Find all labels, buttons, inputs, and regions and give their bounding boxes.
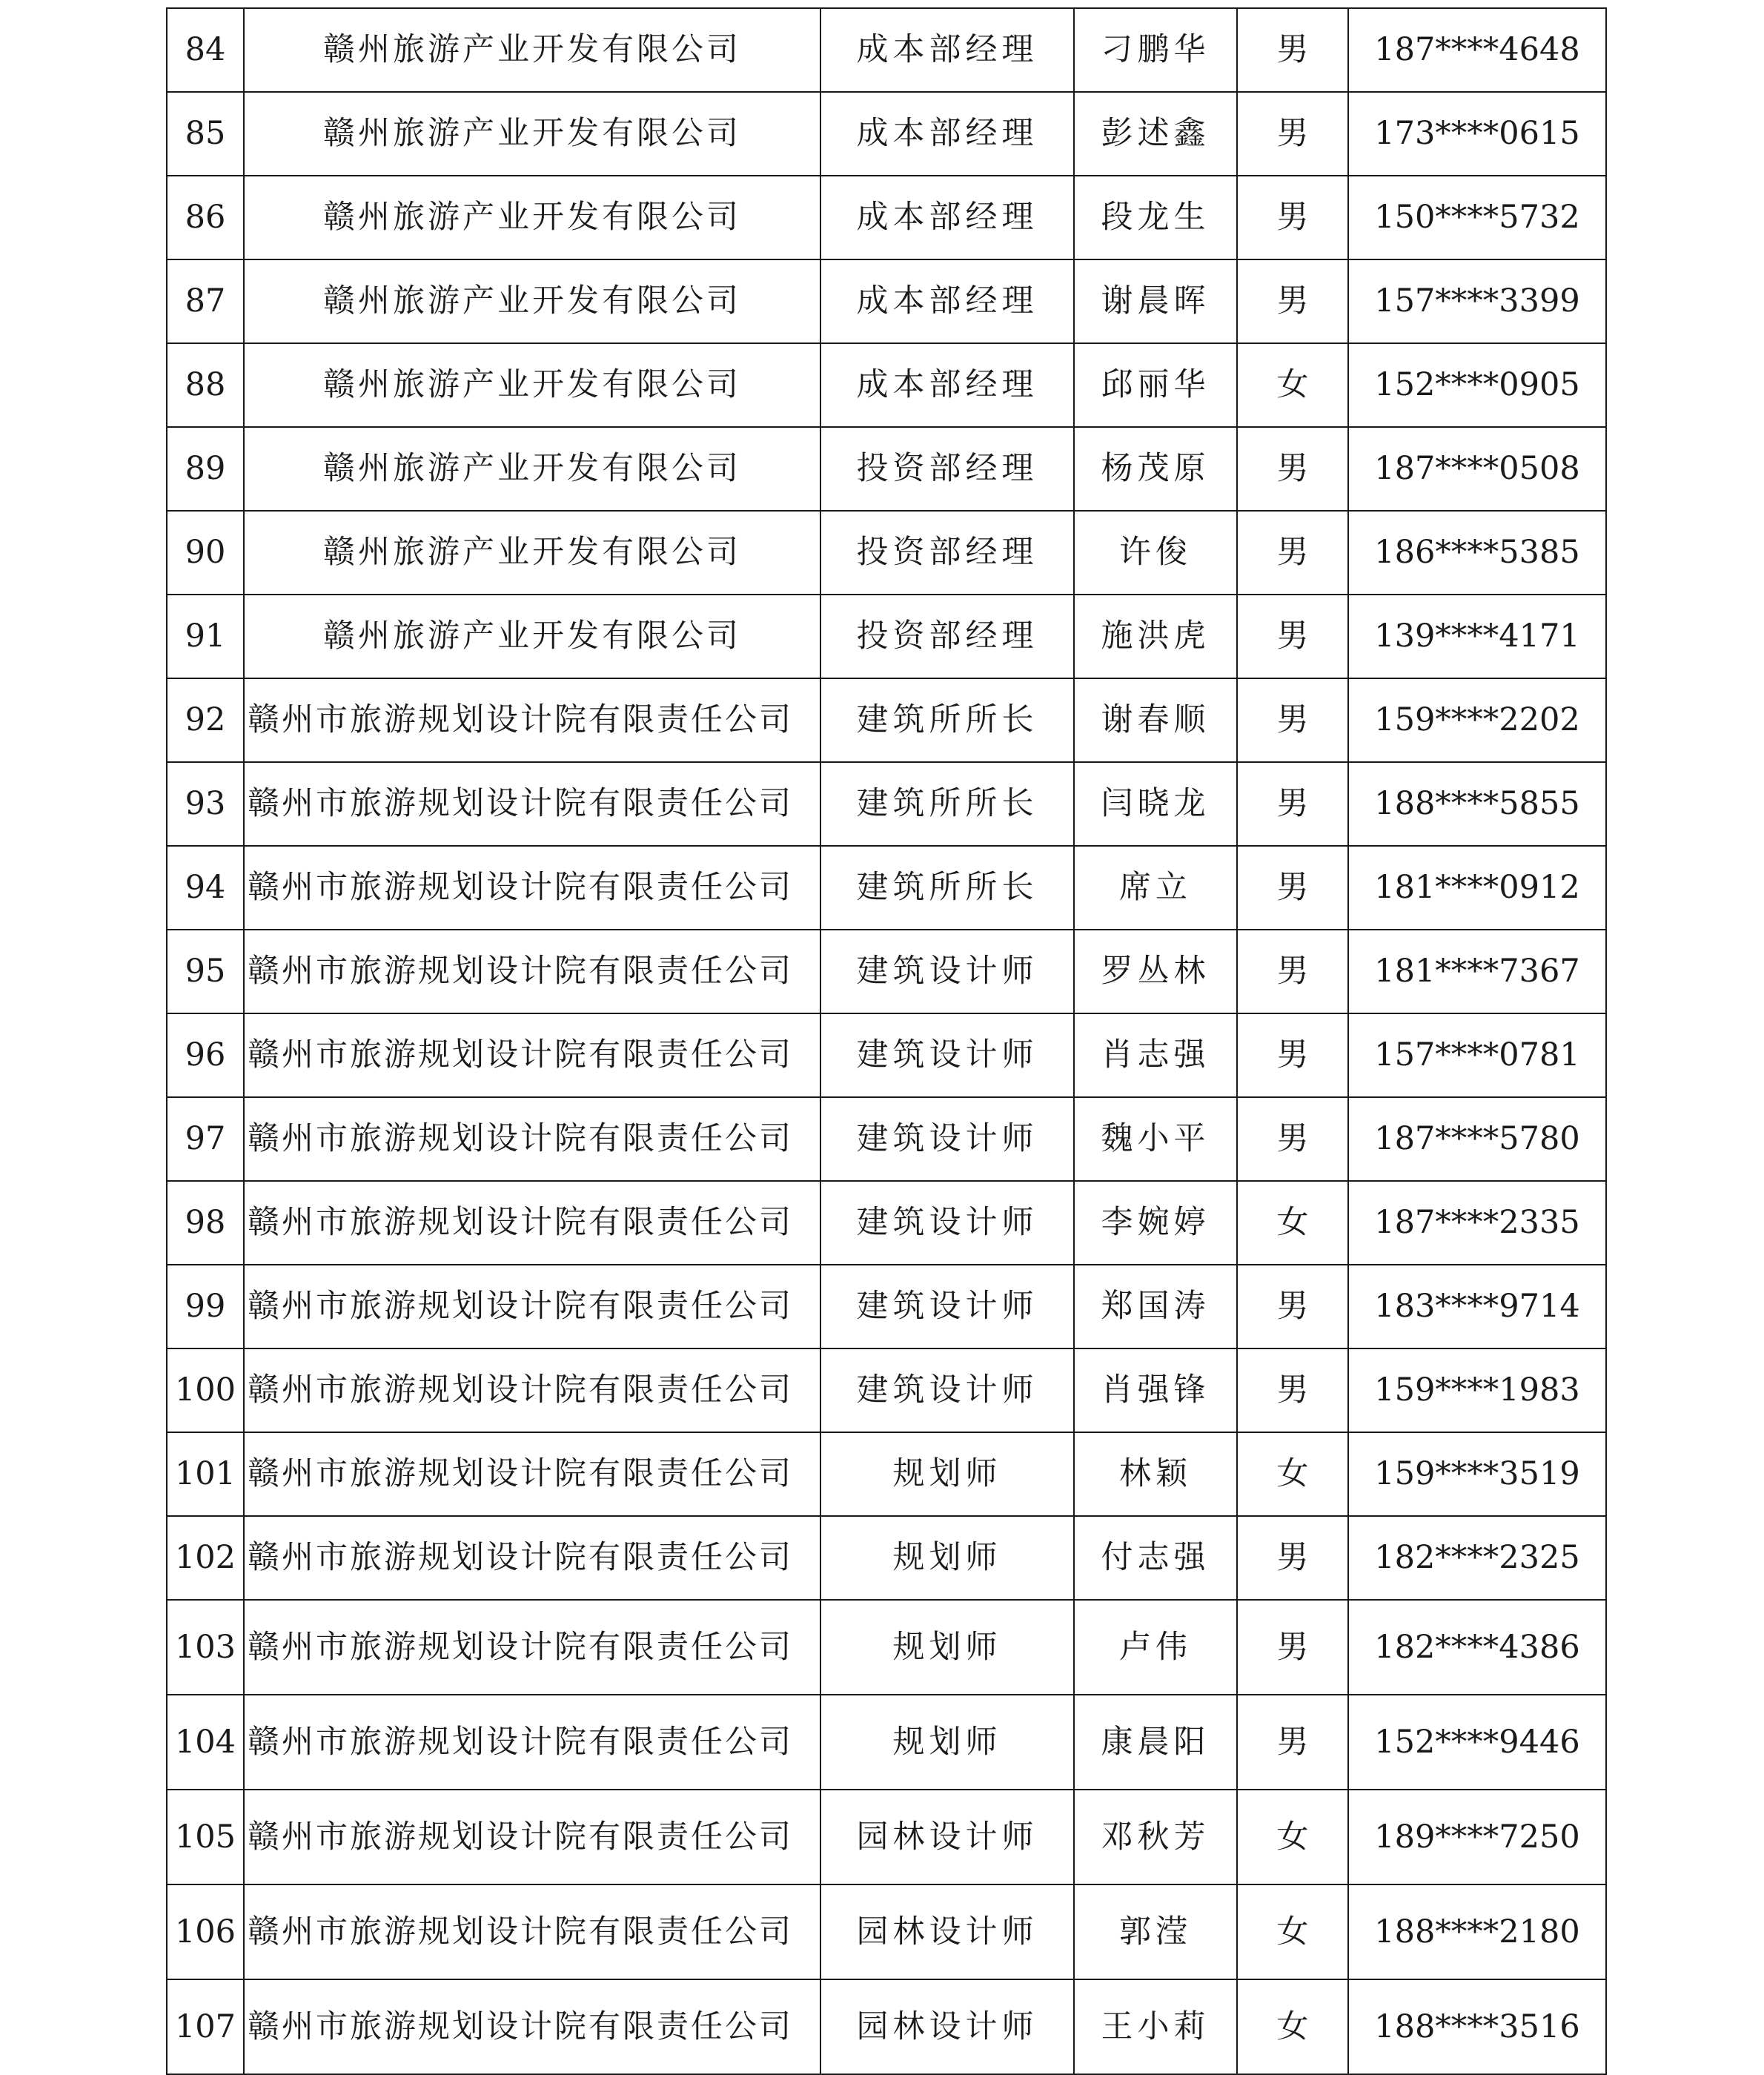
person-name-cell: 王小莉 bbox=[1074, 1979, 1237, 2074]
row-number-cell: 84 bbox=[167, 8, 244, 92]
person-name-cell: 林颖 bbox=[1074, 1432, 1237, 1516]
table-row bbox=[167, 1013, 1606, 1097]
person-name-cell: 肖志强 bbox=[1074, 1013, 1237, 1097]
roster-table-body bbox=[167, 8, 1606, 2074]
job-title-cell: 建筑设计师 bbox=[820, 1013, 1074, 1097]
row-number-cell: 98 bbox=[167, 1181, 244, 1265]
person-name-cell: 段龙生 bbox=[1074, 176, 1237, 259]
table-row bbox=[167, 1097, 1606, 1181]
row-number-cell: 107 bbox=[167, 1979, 244, 2074]
person-name-cell: 杨茂原 bbox=[1074, 427, 1237, 511]
company-name-cell: 赣州市旅游规划设计院有限责任公司 bbox=[244, 1600, 820, 1695]
row-number-cell: 101 bbox=[167, 1432, 244, 1516]
job-title-cell: 园林设计师 bbox=[820, 1884, 1074, 1979]
job-title-cell: 成本部经理 bbox=[820, 343, 1074, 427]
person-name-cell: 李婉婷 bbox=[1074, 1181, 1237, 1265]
gender-cell: 男 bbox=[1237, 846, 1348, 930]
row-number-cell: 103 bbox=[167, 1600, 244, 1695]
company-name-cell: 赣州市旅游规划设计院有限责任公司 bbox=[244, 762, 820, 846]
phone-number-cell: 189****7250 bbox=[1348, 1790, 1606, 1884]
job-title-cell: 园林设计师 bbox=[820, 1979, 1074, 2074]
job-title-cell: 建筑设计师 bbox=[820, 930, 1074, 1013]
job-title-cell: 规划师 bbox=[820, 1432, 1074, 1516]
gender-cell: 男 bbox=[1237, 762, 1348, 846]
row-number-cell: 87 bbox=[167, 259, 244, 343]
table-row bbox=[167, 1884, 1606, 1979]
person-name-cell: 闫晓龙 bbox=[1074, 762, 1237, 846]
gender-cell: 男 bbox=[1237, 595, 1348, 678]
roster-page bbox=[166, 7, 1605, 2075]
phone-number-cell: 150****5732 bbox=[1348, 176, 1606, 259]
company-name-cell: 赣州市旅游规划设计院有限责任公司 bbox=[244, 1348, 820, 1432]
table-row bbox=[167, 1265, 1606, 1348]
gender-cell: 女 bbox=[1237, 1181, 1348, 1265]
person-name-cell: 付志强 bbox=[1074, 1516, 1237, 1600]
company-name-cell: 赣州市旅游规划设计院有限责任公司 bbox=[244, 1181, 820, 1265]
job-title-cell: 投资部经理 bbox=[820, 595, 1074, 678]
gender-cell: 男 bbox=[1237, 1695, 1348, 1790]
job-title-cell: 建筑所所长 bbox=[820, 678, 1074, 762]
company-name-cell: 赣州旅游产业开发有限公司 bbox=[244, 8, 820, 92]
table-row bbox=[167, 595, 1606, 678]
row-number-cell: 106 bbox=[167, 1884, 244, 1979]
company-name-cell: 赣州旅游产业开发有限公司 bbox=[244, 92, 820, 176]
table-row bbox=[167, 343, 1606, 427]
company-name-cell: 赣州市旅游规划设计院有限责任公司 bbox=[244, 678, 820, 762]
job-title-cell: 建筑设计师 bbox=[820, 1265, 1074, 1348]
gender-cell: 男 bbox=[1237, 1600, 1348, 1695]
job-title-cell: 规划师 bbox=[820, 1600, 1074, 1695]
gender-cell: 女 bbox=[1237, 1979, 1348, 2074]
gender-cell: 女 bbox=[1237, 1790, 1348, 1884]
person-name-cell: 郭滢 bbox=[1074, 1884, 1237, 1979]
job-title-cell: 建筑所所长 bbox=[820, 762, 1074, 846]
company-name-cell: 赣州旅游产业开发有限公司 bbox=[244, 427, 820, 511]
company-name-cell: 赣州市旅游规划设计院有限责任公司 bbox=[244, 930, 820, 1013]
company-name-cell: 赣州旅游产业开发有限公司 bbox=[244, 511, 820, 595]
phone-number-cell: 182****2325 bbox=[1348, 1516, 1606, 1600]
job-title-cell: 成本部经理 bbox=[820, 8, 1074, 92]
person-name-cell: 郑国涛 bbox=[1074, 1265, 1237, 1348]
phone-number-cell: 139****4171 bbox=[1348, 595, 1606, 678]
gender-cell: 女 bbox=[1237, 1884, 1348, 1979]
gender-cell: 男 bbox=[1237, 1097, 1348, 1181]
phone-number-cell: 157****0781 bbox=[1348, 1013, 1606, 1097]
row-number-cell: 86 bbox=[167, 176, 244, 259]
gender-cell: 女 bbox=[1237, 343, 1348, 427]
phone-number-cell: 187****5780 bbox=[1348, 1097, 1606, 1181]
table-row bbox=[167, 1695, 1606, 1790]
table-row bbox=[167, 846, 1606, 930]
person-name-cell: 邱丽华 bbox=[1074, 343, 1237, 427]
table-row bbox=[167, 176, 1606, 259]
row-number-cell: 95 bbox=[167, 930, 244, 1013]
person-name-cell: 谢晨晖 bbox=[1074, 259, 1237, 343]
company-name-cell: 赣州市旅游规划设计院有限责任公司 bbox=[244, 1432, 820, 1516]
phone-number-cell: 188****5855 bbox=[1348, 762, 1606, 846]
table-row bbox=[167, 92, 1606, 176]
company-name-cell: 赣州市旅游规划设计院有限责任公司 bbox=[244, 1516, 820, 1600]
row-number-cell: 85 bbox=[167, 92, 244, 176]
company-name-cell: 赣州旅游产业开发有限公司 bbox=[244, 595, 820, 678]
phone-number-cell: 186****5385 bbox=[1348, 511, 1606, 595]
company-name-cell: 赣州市旅游规划设计院有限责任公司 bbox=[244, 1097, 820, 1181]
person-name-cell: 肖强锋 bbox=[1074, 1348, 1237, 1432]
company-name-cell: 赣州市旅游规划设计院有限责任公司 bbox=[244, 1790, 820, 1884]
phone-number-cell: 183****9714 bbox=[1348, 1265, 1606, 1348]
table-row bbox=[167, 1600, 1606, 1695]
table-row bbox=[167, 1432, 1606, 1516]
row-number-cell: 100 bbox=[167, 1348, 244, 1432]
phone-number-cell: 187****4648 bbox=[1348, 8, 1606, 92]
company-name-cell: 赣州市旅游规划设计院有限责任公司 bbox=[244, 1013, 820, 1097]
job-title-cell: 成本部经理 bbox=[820, 92, 1074, 176]
person-name-cell: 刁鹏华 bbox=[1074, 8, 1237, 92]
phone-number-cell: 159****1983 bbox=[1348, 1348, 1606, 1432]
table-row bbox=[167, 1790, 1606, 1884]
row-number-cell: 96 bbox=[167, 1013, 244, 1097]
gender-cell: 男 bbox=[1237, 1013, 1348, 1097]
row-number-cell: 92 bbox=[167, 678, 244, 762]
job-title-cell: 建筑所所长 bbox=[820, 846, 1074, 930]
phone-number-cell: 152****9446 bbox=[1348, 1695, 1606, 1790]
person-name-cell: 彭述鑫 bbox=[1074, 92, 1237, 176]
job-title-cell: 成本部经理 bbox=[820, 176, 1074, 259]
row-number-cell: 90 bbox=[167, 511, 244, 595]
person-name-cell: 康晨阳 bbox=[1074, 1695, 1237, 1790]
table-row bbox=[167, 762, 1606, 846]
phone-number-cell: 159****3519 bbox=[1348, 1432, 1606, 1516]
person-name-cell: 许俊 bbox=[1074, 511, 1237, 595]
job-title-cell: 建筑设计师 bbox=[820, 1181, 1074, 1265]
company-name-cell: 赣州市旅游规划设计院有限责任公司 bbox=[244, 1884, 820, 1979]
row-number-cell: 94 bbox=[167, 846, 244, 930]
phone-number-cell: 173****0615 bbox=[1348, 92, 1606, 176]
phone-number-cell: 182****4386 bbox=[1348, 1600, 1606, 1695]
row-number-cell: 93 bbox=[167, 762, 244, 846]
table-row bbox=[167, 511, 1606, 595]
job-title-cell: 成本部经理 bbox=[820, 259, 1074, 343]
row-number-cell: 91 bbox=[167, 595, 244, 678]
gender-cell: 男 bbox=[1237, 511, 1348, 595]
job-title-cell: 规划师 bbox=[820, 1516, 1074, 1600]
job-title-cell: 投资部经理 bbox=[820, 427, 1074, 511]
person-name-cell: 邓秋芳 bbox=[1074, 1790, 1237, 1884]
row-number-cell: 99 bbox=[167, 1265, 244, 1348]
table-row bbox=[167, 1979, 1606, 2074]
company-name-cell: 赣州旅游产业开发有限公司 bbox=[244, 176, 820, 259]
company-name-cell: 赣州市旅游规划设计院有限责任公司 bbox=[244, 1265, 820, 1348]
gender-cell: 男 bbox=[1237, 1348, 1348, 1432]
phone-number-cell: 157****3399 bbox=[1348, 259, 1606, 343]
row-number-cell: 88 bbox=[167, 343, 244, 427]
table-row bbox=[167, 259, 1606, 343]
gender-cell: 女 bbox=[1237, 1432, 1348, 1516]
table-row bbox=[167, 427, 1606, 511]
row-number-cell: 97 bbox=[167, 1097, 244, 1181]
gender-cell: 男 bbox=[1237, 1516, 1348, 1600]
row-number-cell: 102 bbox=[167, 1516, 244, 1600]
job-title-cell: 投资部经理 bbox=[820, 511, 1074, 595]
row-number-cell: 105 bbox=[167, 1790, 244, 1884]
row-number-cell: 104 bbox=[167, 1695, 244, 1790]
person-name-cell: 卢伟 bbox=[1074, 1600, 1237, 1695]
table-row bbox=[167, 1516, 1606, 1600]
table-row bbox=[167, 930, 1606, 1013]
person-name-cell: 罗丛林 bbox=[1074, 930, 1237, 1013]
phone-number-cell: 181****0912 bbox=[1348, 846, 1606, 930]
gender-cell: 男 bbox=[1237, 176, 1348, 259]
gender-cell: 男 bbox=[1237, 8, 1348, 92]
row-number-cell: 89 bbox=[167, 427, 244, 511]
job-title-cell: 园林设计师 bbox=[820, 1790, 1074, 1884]
job-title-cell: 建筑设计师 bbox=[820, 1097, 1074, 1181]
company-name-cell: 赣州市旅游规划设计院有限责任公司 bbox=[244, 1695, 820, 1790]
table-row bbox=[167, 1348, 1606, 1432]
table-row bbox=[167, 1181, 1606, 1265]
phone-number-cell: 187****0508 bbox=[1348, 427, 1606, 511]
phone-number-cell: 188****3516 bbox=[1348, 1979, 1606, 2074]
company-name-cell: 赣州市旅游规划设计院有限责任公司 bbox=[244, 846, 820, 930]
gender-cell: 男 bbox=[1237, 678, 1348, 762]
roster-table bbox=[166, 7, 1607, 2075]
gender-cell: 男 bbox=[1237, 1265, 1348, 1348]
phone-number-cell: 181****7367 bbox=[1348, 930, 1606, 1013]
job-title-cell: 建筑设计师 bbox=[820, 1348, 1074, 1432]
phone-number-cell: 187****2335 bbox=[1348, 1181, 1606, 1265]
person-name-cell: 施洪虎 bbox=[1074, 595, 1237, 678]
phone-number-cell: 188****2180 bbox=[1348, 1884, 1606, 1979]
table-row bbox=[167, 678, 1606, 762]
company-name-cell: 赣州市旅游规划设计院有限责任公司 bbox=[244, 1979, 820, 2074]
person-name-cell: 谢春顺 bbox=[1074, 678, 1237, 762]
gender-cell: 男 bbox=[1237, 259, 1348, 343]
phone-number-cell: 159****2202 bbox=[1348, 678, 1606, 762]
table-row bbox=[167, 8, 1606, 92]
gender-cell: 男 bbox=[1237, 92, 1348, 176]
company-name-cell: 赣州旅游产业开发有限公司 bbox=[244, 259, 820, 343]
person-name-cell: 席立 bbox=[1074, 846, 1237, 930]
company-name-cell: 赣州旅游产业开发有限公司 bbox=[244, 343, 820, 427]
job-title-cell: 规划师 bbox=[820, 1695, 1074, 1790]
gender-cell: 男 bbox=[1237, 427, 1348, 511]
gender-cell: 男 bbox=[1237, 930, 1348, 1013]
person-name-cell: 魏小平 bbox=[1074, 1097, 1237, 1181]
phone-number-cell: 152****0905 bbox=[1348, 343, 1606, 427]
